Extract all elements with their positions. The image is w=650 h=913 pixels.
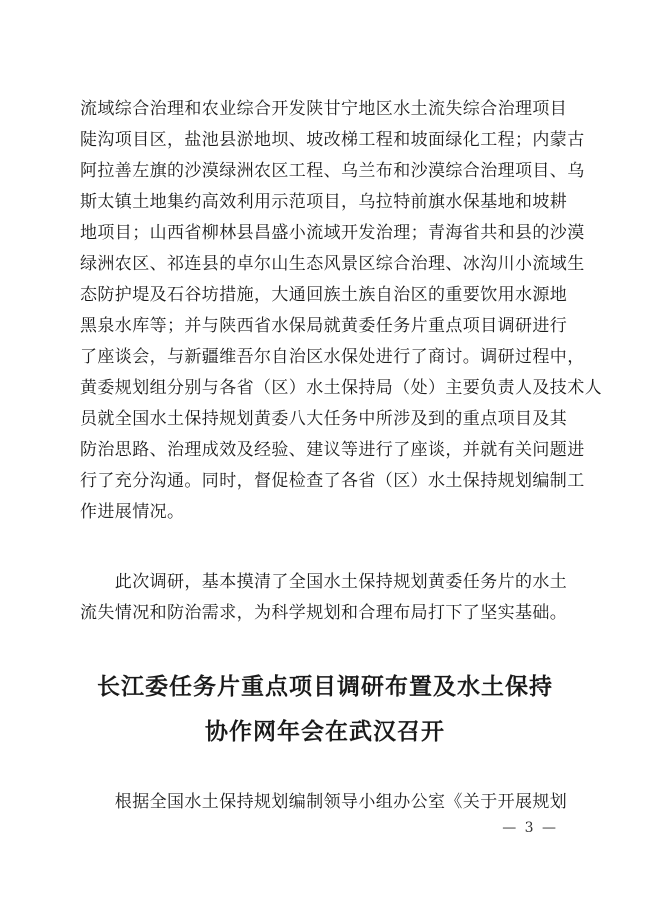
text-line: 阿拉善左旗的沙漠绿洲农区工程、乌兰布和沙漠综合治理项目、乌 xyxy=(80,161,585,181)
text-line: 斯太镇土地集约高效利用示范项目，乌拉特前旗水保基地和坡耕 xyxy=(80,192,568,212)
body-paragraph-1 xyxy=(80,94,602,528)
text-line: 了座谈会，与新疆维吾尔自治区水保处进行了商讨。调研过程中， xyxy=(80,347,585,367)
text-line: 黑泉水库等；并与陕西省水保局就黄委任务片重点项目调研进行 xyxy=(80,316,568,336)
text-line: 员就全国水土保持规划黄委八大任务中所涉及到的重点项目及其 xyxy=(80,409,568,429)
page-number: — 3 — xyxy=(502,820,558,836)
text-line: 流域综合治理和农业综合开发陕甘宁地区水土流失综合治理项目 xyxy=(80,99,568,119)
text-line: 此次调研，基本摸清了全国水土保持规划黄委任务片的水土 xyxy=(80,572,568,592)
text-line: 陡沟项目区，盐池县淤地坝、坡改梯工程和坡面绿化工程；内蒙古 xyxy=(80,130,585,150)
text-line: 根据全国水土保持规划编制领导小组办公室《关于开展规划 xyxy=(80,792,568,812)
text-line: 绿洲农区、祁连县的卓尔山生态风景区综合治理、冰沟川小流域生 xyxy=(80,254,585,274)
text-line: 态防护堤及石谷坊措施，大通回族土族自治区的重要饮用水源地 xyxy=(80,285,568,305)
body-paragraph-2 xyxy=(80,567,575,629)
text-line: 流失情况和防治需求，为科学规划和合理布局打下了坚实基础。 xyxy=(80,603,568,623)
text-line: 黄委规划组分别与各省（区）水土保持局（处）主要负责人及技术人 xyxy=(80,378,602,398)
text-line: 行了充分沟通。同时，督促检查了各省（区）水土保持规划编制工 xyxy=(80,471,585,491)
body-paragraph-3 xyxy=(80,787,575,818)
text-line: 防治思路、治理成效及经验、建议等进行了座谈，并就有关问题进 xyxy=(80,440,585,460)
text-line: 地项目；山西省柳林县昌盛小流域开发治理；青海省共和县的沙漠 xyxy=(80,223,585,243)
text-line: 作进展情况。 xyxy=(80,502,185,522)
section-heading-line-2: 协作网年会在武汉召开 xyxy=(205,719,445,745)
section-heading-line-1: 长江委任务片重点项目调研布置及水土保持 xyxy=(97,674,553,700)
